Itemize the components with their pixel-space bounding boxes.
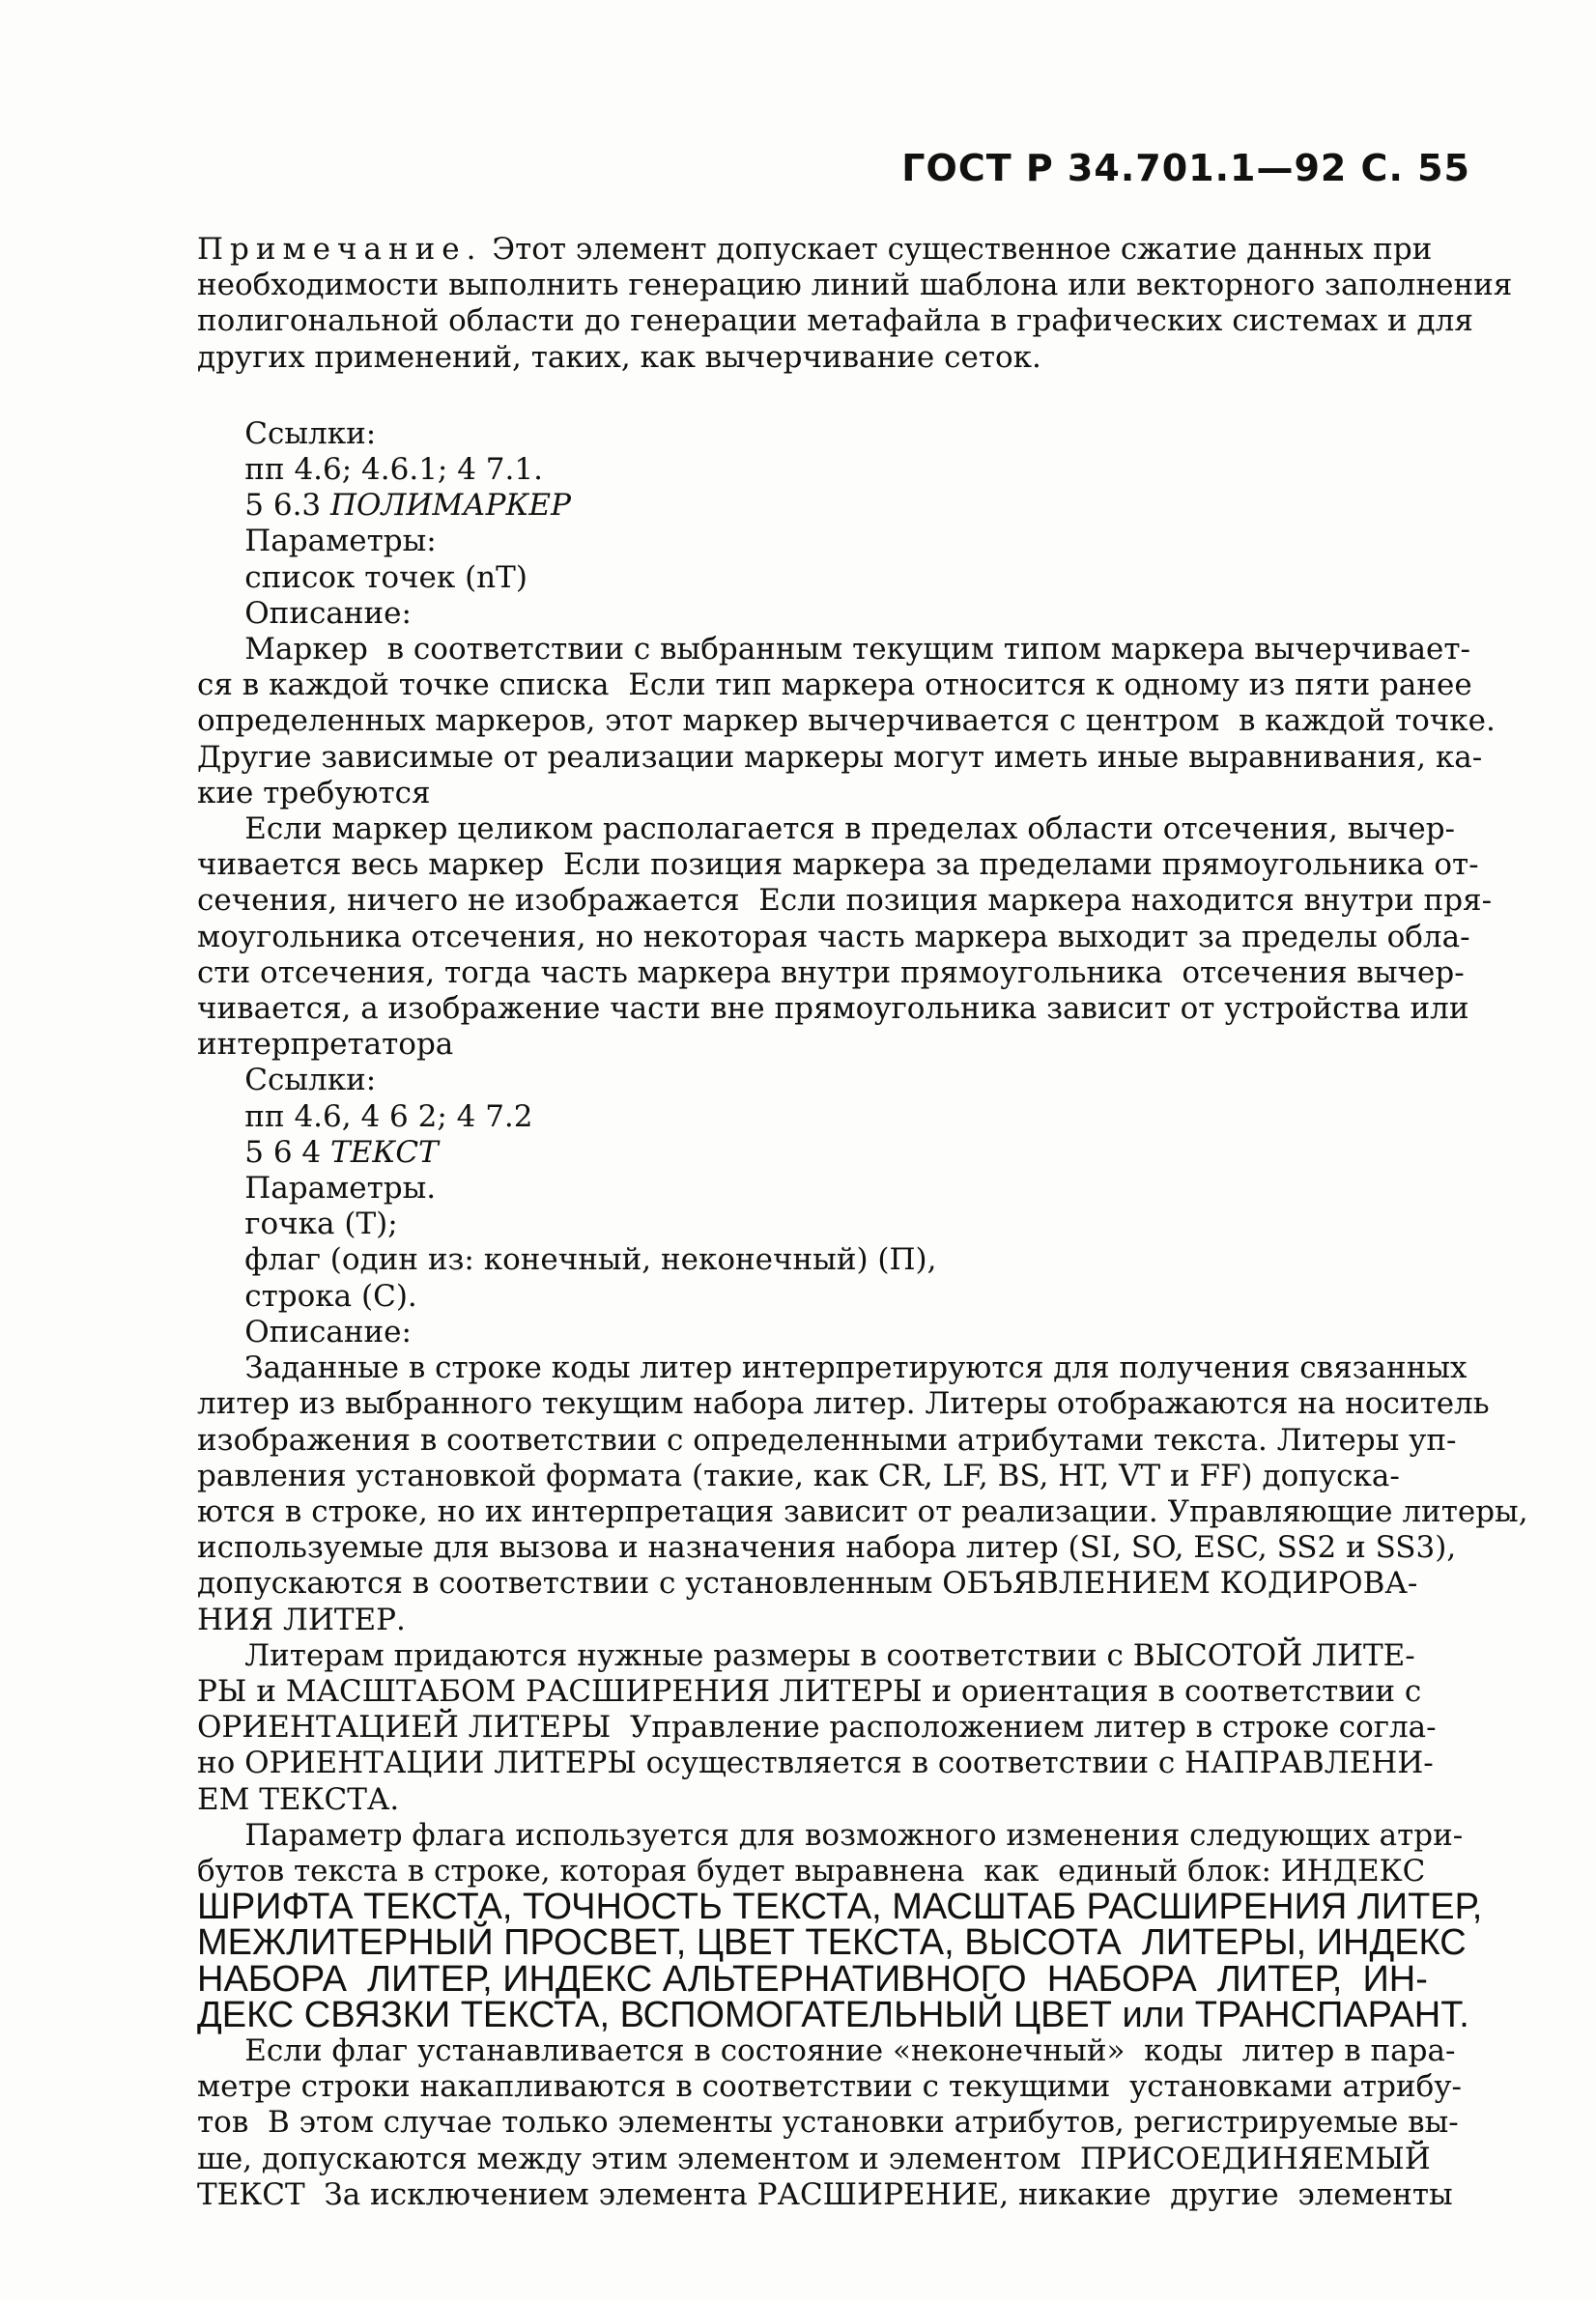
param-line: флаг (один из: конечный, неконечный) (П), — [197, 1242, 937, 1278]
refs-value: пп 4.6; 4.6.1; 4 7.1. — [197, 452, 543, 488]
text-line: ТЕКСТ За исключением элемента РАСШИРЕНИЕ, никакие другие элементы — [197, 2176, 1453, 2212]
text-line: чивается, а изображение части вне прямоугольника зависит от устройства или — [197, 991, 1469, 1027]
text-line: чивается весь маркер Если позиция маркера за пределами прямоугольника от- — [197, 847, 1479, 883]
description-label: Описание: — [197, 595, 412, 631]
refs-label: Ссылки: — [197, 415, 377, 451]
page-header: ГОСТ Р 34.701.1—92 С. 55 — [901, 147, 1470, 189]
text-line: ЕМ ТЕКСТА. — [197, 1781, 400, 1817]
text-line: РЫ и МАСШТАБОМ РАСШИРЕНИЯ ЛИТЕРЫ и ориентация в соответствии с — [197, 1673, 1422, 1709]
section-title: ТЕКСТ — [330, 1134, 439, 1170]
note-paragraph — [197, 232, 1513, 376]
text-line: НАБОРА ЛИТЕР, ИНДЕКС АЛЬТЕРНАТИВНОГО НАБОРА ЛИТЕР, ИН- — [197, 1958, 1428, 2000]
text-line: Маркер в соответствии с выбранным текущим типом маркера вычерчивает- — [197, 632, 1471, 668]
text-line: сечения, ничего не изображается Если позиция маркера находится внутри пря- — [197, 883, 1493, 919]
text-line: Параметр флага используется для возможного изменения следующих атри- — [197, 1817, 1464, 1853]
note-label: Примечание. — [197, 232, 483, 267]
text-line: используемые для вызова и назначения набора литер (SI, SO, ESC, SS2 и SS3), — [197, 1530, 1457, 1566]
text-line: ОРИЕНТАЦИЕЙ ЛИТЕРЫ Управление расположением литер в строке согла- — [197, 1710, 1437, 1746]
text-line: тов В этом случае только элементы установки атрибутов, регистрируемые вы- — [197, 2105, 1459, 2141]
text-line: Заданные в строке коды литер интерпретируются для получения связанных — [197, 1350, 1468, 1386]
text-line: ДЕКС СВЯЗКИ ТЕКСТА, ВСПОМОГАТЕЛЬНЫЙ ЦВЕТ или ТРАНСПАРАНТ. — [197, 1994, 1469, 2035]
text-line: интерпретатора — [197, 1027, 454, 1063]
text-line: метре строки накапливаются в соответствии с текущими установками атрибу- — [197, 2069, 1462, 2105]
text-line: равления установкой формата (такие, как CR, LF, BS, HT, VT и FF) допуска- — [197, 1458, 1400, 1493]
param-line: гочка (Т); — [197, 1207, 398, 1242]
note-line: полигональной области до генерации метафайла в графических системах и для — [197, 303, 1473, 339]
text-line: но ОРИЕНТАЦИИ ЛИТЕРЫ осуществляется в соответствии с НАПРАВЛЕНИ- — [197, 1746, 1434, 1781]
text-line: литер из выбранного текущим набора литер. Литеры отображаются на носитель — [197, 1386, 1490, 1422]
text-line: изображения в соответствии с определенными атрибутами текста. Литеры уп- — [197, 1422, 1457, 1458]
text-line: Литерам придаются нужные размеры в соответствии с ВЫСОТОЙ ЛИТЕ- — [197, 1637, 1415, 1673]
text-line: сти отсечения, тогда часть маркера внутри прямоугольника отсечения вычер- — [197, 954, 1465, 990]
refs-label: Ссылки: — [197, 1063, 377, 1098]
text-line: кие требуются — [197, 775, 431, 810]
params-label: Параметры. — [197, 1171, 437, 1207]
note-line: необходимости выполнить генерацию линий шаблона или векторного заполнения — [197, 268, 1513, 303]
note-line: Этот элемент допускает существенное сжатие данных при — [482, 232, 1433, 267]
text-line: ШРИФТА ТЕКСТА, ТОЧНОСТЬ ТЕКСТА, МАСШТАБ РАСШИРЕНИЯ ЛИТЕР, — [197, 1887, 1483, 1928]
text-line: Если флаг устанавливается в состояние «неконечный» коды литер в пара- — [197, 2032, 1456, 2068]
text-line: определенных маркеров, этот маркер вычерчивается с центром в каждой точке. — [197, 703, 1496, 739]
description-label: Описание: — [197, 1314, 412, 1349]
section-title: ПОЛИМАРКЕР — [330, 488, 571, 524]
param-line: строка (С). — [197, 1278, 417, 1314]
param-line: список точек (nT) — [197, 559, 527, 595]
text-line: ся в каждой точке списка Если тип маркера относится к одному из пяти ранее — [197, 668, 1472, 703]
params-label: Параметры: — [197, 524, 437, 559]
section-heading-polymarker — [197, 488, 1482, 524]
text-line: допускаются в соответствии с установленным ОБЪЯВЛЕНИЕМ КОДИРОВА- — [197, 1566, 1418, 1602]
section-number: 5 6 4 — [197, 1134, 322, 1170]
section-heading-text — [197, 1135, 1482, 1171]
text-line: моугольника отсечения, но некоторая часть маркера выходит за пределы обла- — [197, 919, 1470, 954]
refs-value: пп 4.6, 4 6 2; 4 7.2 — [197, 1098, 533, 1134]
text-line: ше, допускаются между этим элементом и элементом ПРИСОЕДИНЯЕМЫЙ — [197, 2141, 1431, 2176]
text-line: бутов текста в строке, которая будет выравнена как единый блок: ИНДЕКС — [197, 1853, 1426, 1889]
text-line: ются в строке, но их интерпретация зависит от реализации. Управляющие литеры, — [197, 1493, 1528, 1529]
text-line: НИЯ ЛИТЕР. — [197, 1602, 406, 1637]
document-body — [197, 232, 1528, 2213]
section-number: 5 6.3 — [197, 488, 322, 524]
text-line: Если маркер целиком располагается в пределах области отсечения, вычер- — [197, 811, 1456, 847]
text-line: Другие зависимые от реализации маркеры могут иметь иные выравнивания, ка- — [197, 739, 1483, 775]
note-line: других применений, таких, как вычерчивание сеток. — [197, 339, 1041, 375]
text-line: МЕЖЛИТЕРНЫЙ ПРОСВЕТ, ЦВЕТ ТЕКСТА, ВЫСОТА ЛИТЕРЫ, ИНДЕКС — [197, 1922, 1467, 1964]
